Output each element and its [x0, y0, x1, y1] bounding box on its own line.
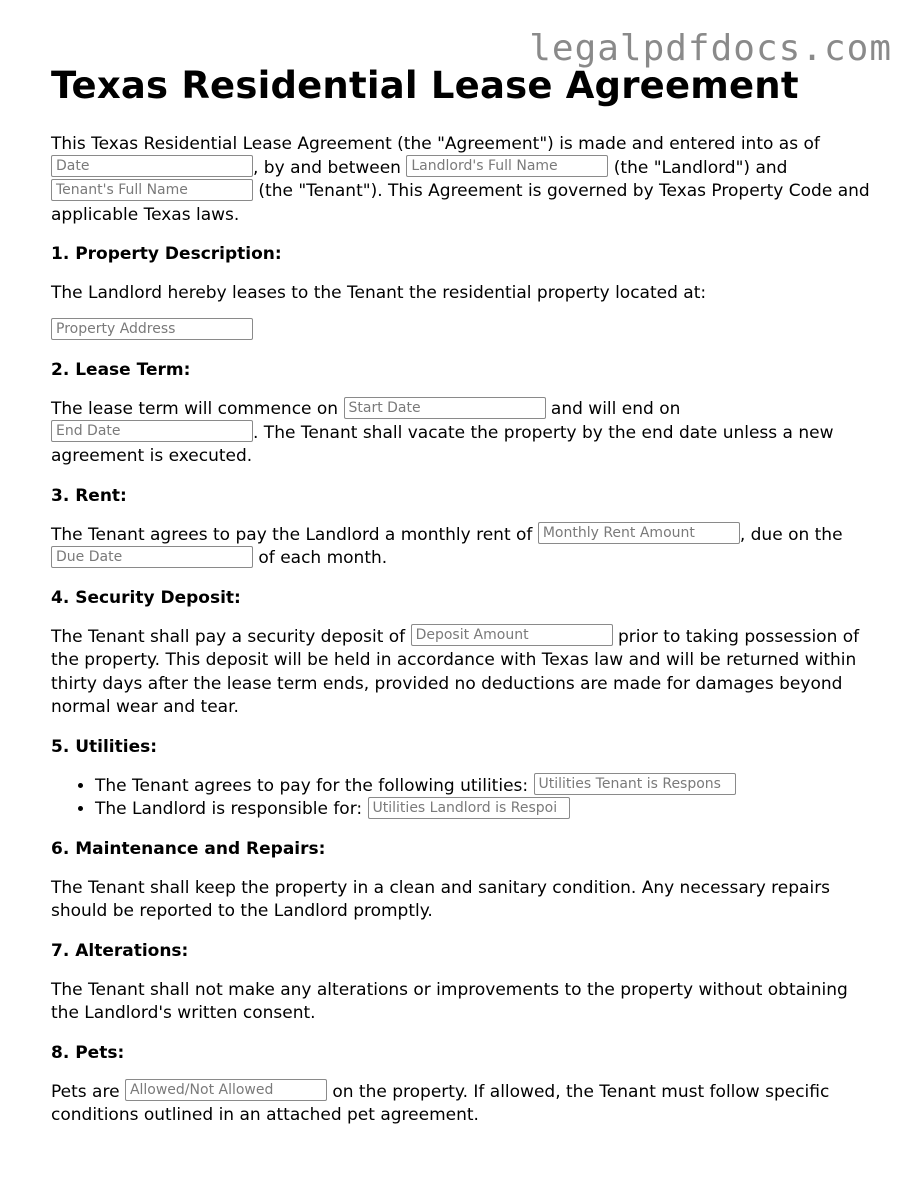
end-date-field[interactable]: End Date [51, 420, 253, 442]
property-address-field[interactable]: Property Address [51, 318, 253, 340]
document-body [51, 62, 871, 1128]
section-heading-maintenance: 6. Maintenance and Repairs: [51, 838, 326, 859]
pets-text-2: on the property. If allowed, the Tenant must follow specific conditions outlined in an attached pet agreement. [51, 1081, 830, 1125]
section-heading-lease-term: 2. Lease Term: [51, 360, 191, 380]
tenant-name-field[interactable]: Tenant's Full Name [51, 179, 253, 201]
rent-paragraph [51, 524, 871, 571]
utilities-list [51, 775, 871, 822]
intro-text-3: (the "Landlord") and [608, 157, 788, 178]
monthly-rent-field[interactable]: Monthly Rent Amount [538, 522, 740, 544]
tenant-utilities-field[interactable]: Utilities Tenant is Respons [534, 773, 736, 795]
due-date-field[interactable]: Due Date [51, 546, 253, 568]
section-heading-property: 1. Property Description: [51, 244, 282, 264]
lease-term-paragraph [51, 398, 871, 469]
start-date-field[interactable]: Start Date [344, 397, 546, 419]
list-item [95, 798, 871, 822]
lease-term-text-3: . The Tenant shall vacate the property by the end date unless a new agreement is executed. [51, 422, 834, 466]
intro-text-2: , by and between [253, 157, 407, 178]
rent-text-1: The Tenant agrees to pay the Landlord a monthly rent of [51, 524, 538, 545]
document-title: Texas Residential Lease Agreement [51, 64, 799, 107]
property-address-row [51, 320, 871, 344]
deposit-text-2: prior to taking possession of the property. This deposit will be held in accordance with Texas law and will be returned within thirty days after the lease term ends, provided no deductions are made for damages beyond normal wear and tear. [51, 626, 860, 717]
landlord-utilities-text: The Landlord is responsible for: [95, 799, 368, 819]
deposit-text-1: The Tenant shall pay a security deposit of [51, 626, 411, 647]
rent-text-3: of each month. [253, 548, 388, 568]
pets-allowed-field[interactable]: Allowed/Not Allowed [125, 1079, 327, 1101]
section-heading-rent: 3. Rent: [51, 485, 127, 506]
maintenance-text: The Tenant shall keep the property in a clean and sanitary condition. Any necessary repairs should be reported to the Landlord promptly. [51, 877, 831, 921]
section-heading-utilities: 5. Utilities: [51, 736, 158, 757]
pets-text-1: Pets are [51, 1081, 125, 1102]
watermark: legalpdfdocs.com [529, 28, 892, 69]
intro-text-1: This Texas Residential Lease Agreement (the "Agreement") is made and entered into as of [51, 134, 820, 154]
section-heading-deposit: 4. Security Deposit: [51, 587, 241, 608]
landlord-name-field[interactable]: Landlord's Full Name [406, 155, 608, 177]
landlord-utilities-field[interactable]: Utilities Landlord is Respoi [368, 797, 570, 819]
deposit-paragraph [51, 626, 871, 720]
tenant-utilities-text: The Tenant agrees to pay for the following utilities: [95, 775, 534, 796]
intro-text-4: (the "Tenant"). This Agreement is governed by Texas Property Code and applicable Texas laws. [51, 181, 870, 225]
section-heading-alterations: 7. Alterations: [51, 940, 189, 961]
pets-paragraph [51, 1081, 871, 1128]
section-heading-pets: 8. Pets: [51, 1042, 125, 1063]
alterations-text: The Tenant shall not make any alterations or improvements to the property without obtaining the Landlord's written consent. [51, 979, 848, 1023]
lease-term-text-1: The lease term will commence on [51, 399, 344, 419]
property-text: The Landlord hereby leases to the Tenant the residential property located at: [51, 283, 707, 303]
intro-paragraph [51, 133, 871, 227]
rent-text-2: , due on the [739, 524, 843, 545]
lease-term-text-2: and will end on [545, 399, 681, 419]
date-field[interactable]: Date [51, 155, 253, 177]
list-item [95, 775, 871, 799]
deposit-amount-field[interactable]: Deposit Amount [411, 624, 613, 646]
